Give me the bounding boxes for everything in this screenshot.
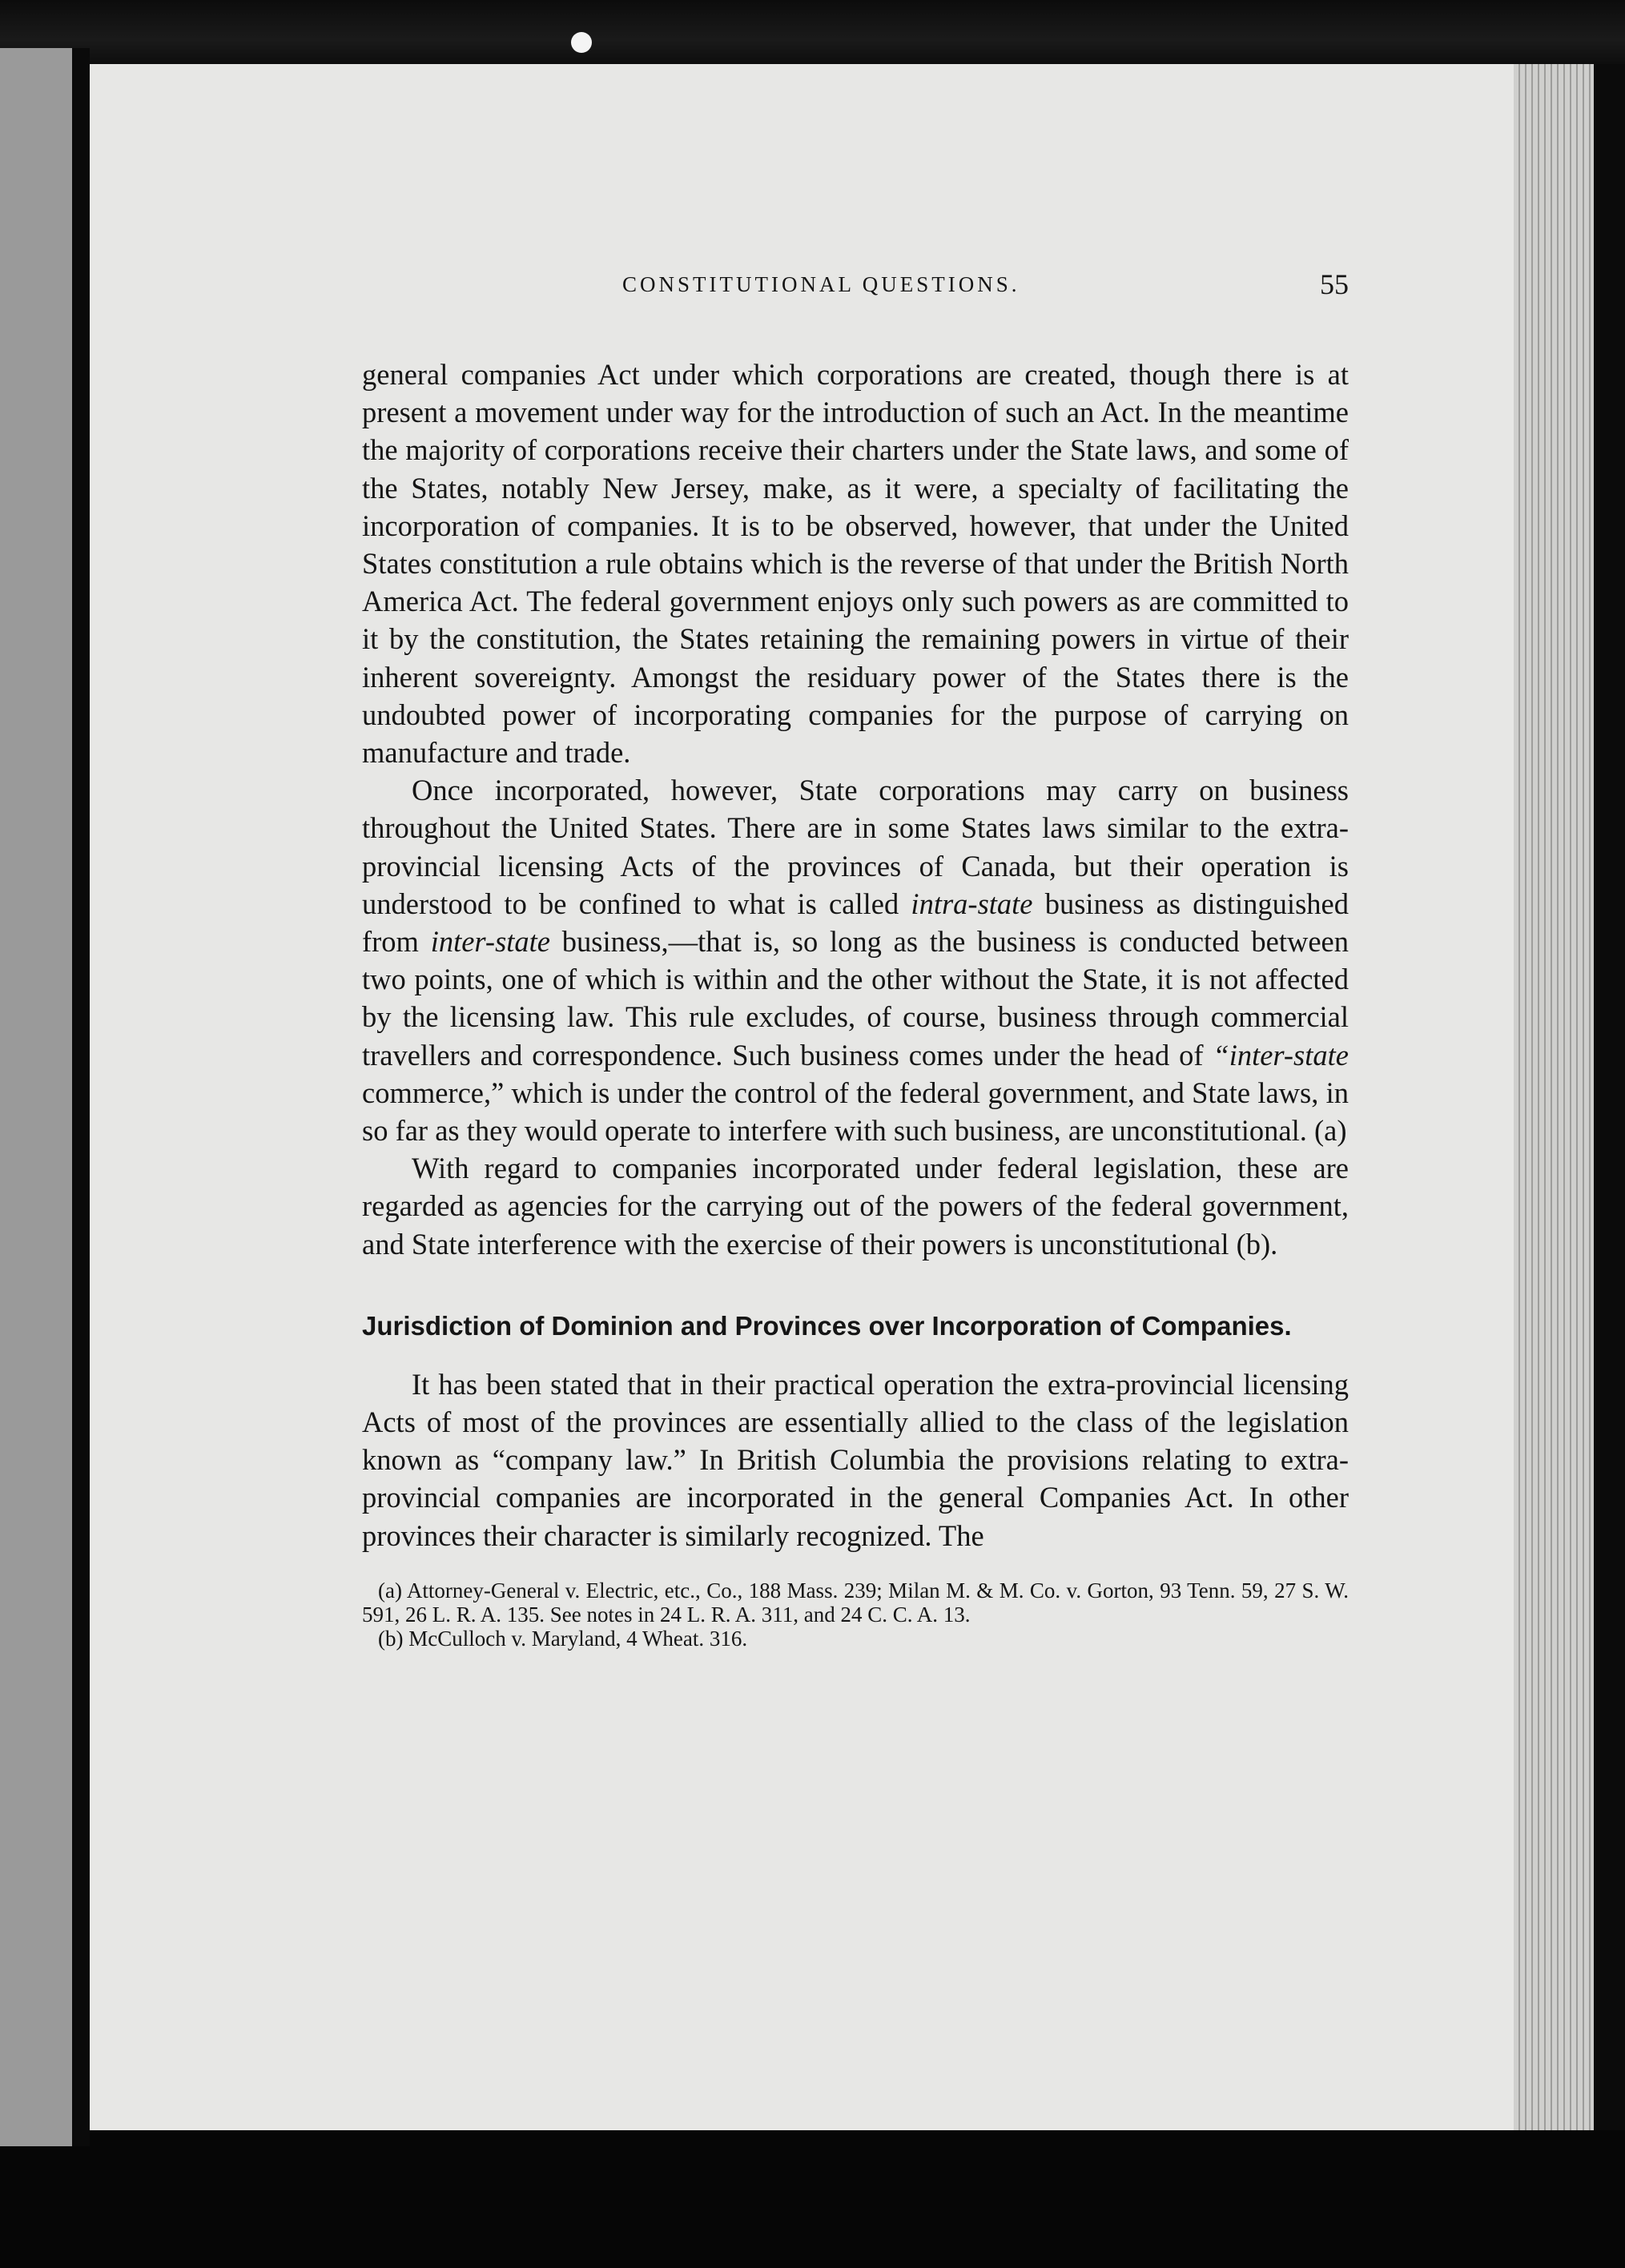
paragraph-federal-companies: With regard to companies incorporated under federal legislation, these are regarded as agencies for the carrying out of the powers of the federal government, and State interference with the exercise of their powers is unconstitutional (b). (362, 1152, 1349, 1261)
paragraph-state-corporations (362, 771, 1349, 1149)
italic-term-quoted: “inter-state (1213, 1038, 1349, 1072)
footnote-a: (a) Attorney-General v. Electric, etc., Co., 188 Mass. 239; Milan M. & M. Co. v. Gorton, 93 Tenn. 59, 27 S. W. 591, 26 L. R. A. 135. See notes in 24 L. R. A. 311, and 24 C. C. A. 13. (362, 1578, 1349, 1627)
page-number: 55 (1320, 268, 1349, 300)
paragraph-text: business as distinguished from (362, 887, 1349, 959)
footnotes (362, 1578, 1349, 1651)
page-edges-stack (1514, 64, 1594, 2130)
scan-top-strip (0, 0, 1625, 72)
paragraph-text: commerce,” which is under the control of the federal government, and State laws, in so far as they would operate to interfere with such business, are unconstitutional. (a) (362, 1076, 1349, 1148)
facing-page-edge (0, 48, 72, 2146)
running-head-title: CONSTITUTIONAL QUESTIONS. (622, 272, 1020, 296)
italic-term-inter-state: inter-state (430, 925, 551, 959)
scan-right-border (1594, 64, 1625, 2130)
section-heading: Jurisdiction of Dominion and Provinces over Incorporation of Companies. (362, 1310, 1292, 1341)
paragraph-text: Once incorporated, however, State corporations may carry on business throughout the United States. There are in some States laws similar to the extra-provincial licensing Acts of the provinces of Canada, but their operation is understood to be confined to what is called (362, 774, 1349, 920)
paragraph-continued: general companies Act under which corporations are created, though there is at present a movement under way for the introduction of such an Act. In the meantime the majority of corporations receive their charters under the State laws, and some of the States, notably New Jersey, make, as it were, a specialty of facilitating the incorporation of companies. It is to be observed, however, that under the United States constitution a rule obtains which is the reverse of that under the British North America Act. The federal government enjoys only such powers as are committed to it by the constitution, the States retaining the remaining powers in virtue of their inherent sovereignty. Amongst the residuary power of the States there is the undoubted power of incorporating companies for the purpose of carrying on manufacture and trade. (362, 358, 1349, 770)
paragraph-text: business,—that is, so long as the business is conducted between two points, one of which is within and the other without the State, it is not affected by the licensing law. This rule excludes, of course, business through commercial travellers and correspondence. Such business comes under the head of (362, 925, 1349, 1072)
body-text (362, 356, 1349, 1554)
gutter-shadow (72, 48, 90, 2146)
running-head (362, 268, 1349, 320)
italic-term-intra-state: intra-state (911, 887, 1033, 920)
page-text-block (362, 268, 1349, 1651)
footnote-b: (b) McCulloch v. Maryland, 4 Wheat. 316. (378, 1626, 748, 1651)
binding-hole (571, 32, 592, 53)
paragraph-section: It has been stated that in their practical operation the extra-provincial licensing Acts of most of the provinces are essentially allied to the class of the legislation known as “company law.” In British Columbia the provisions relating to extra-provincial companies are incorporated in the general Companies Act. In other provinces their character is similarly recognized. The (362, 1367, 1349, 1552)
